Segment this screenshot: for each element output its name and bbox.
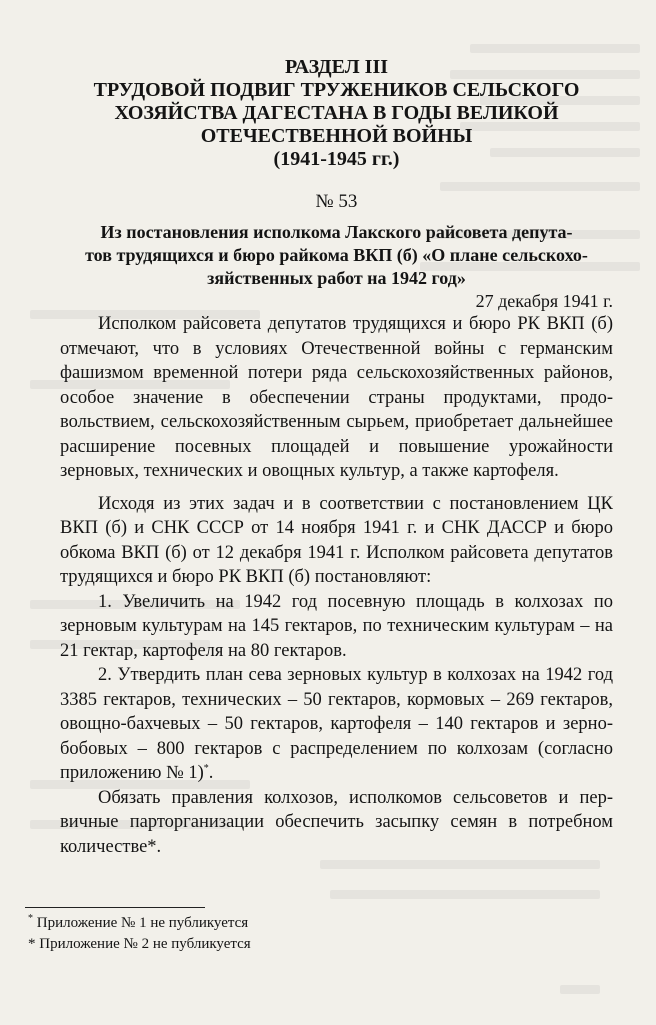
document-title-line: тов трудящихся и бюро райкома ВКП (б) «О плане сельскохо- <box>85 245 588 265</box>
footnote-2: * Приложение № 2 не публикуется <box>28 936 251 952</box>
section-years: (1941-1945 гг.) <box>273 148 400 170</box>
paragraph-5: Обязать правления колхозов, исполкомов сельсоветов и первичные парторганизации обеспечить засыпку семян в потребном количестве*. <box>60 787 613 857</box>
footnote-1 <box>28 913 251 934</box>
page-content <box>60 56 613 859</box>
document-date: 27 декабря 1941 г. <box>475 291 613 311</box>
section-title-line: ХОЗЯЙСТВА ДАГЕСТАНА В ГОДЫ ВЕЛИКОЙ <box>114 102 559 124</box>
section-title-line: ТРУДОВОЙ ПОДВИГ ТРУЖЕНИКОВ СЕЛЬСКОГО <box>93 79 580 101</box>
footnote-divider <box>25 907 205 908</box>
paragraph-4-tail: . <box>208 763 214 783</box>
section-title-line: ОТЕЧЕСТВЕННОЙ ВОЙНЫ <box>200 125 473 147</box>
footnote-1-mark: * <box>28 913 33 924</box>
paragraph-2: Исходя из этих задач и в соответствии с постановлением ЦК ВКП (б) и СНК СССР от 14 ноября 1941 г. и СНК ДАССР и бюро обкома ВКП (б) от 12 декабря 1941 г. Исполком райсовета депутатов трудящихся и бюро РК ВКП (б) постановляют: <box>60 493 613 587</box>
section-heading <box>60 56 613 171</box>
document-title-line: зяйственных работ на 1942 год» <box>207 268 466 288</box>
paragraph-4 <box>60 663 613 786</box>
document-title-line: Из постановления исполкома Лакского райсовета депута- <box>100 222 573 242</box>
paragraph-1: Исполком райсовета депутатов трудящихся и бюро РК ВКП (б) отмечают, что в условиях Отечественной войны с германским фашизмом временной потери ряда сельскохозяйственных районов, особое значение в обеспечении страны продуктами, продовольствием, сельскохозяйственным сырьем, приобретает дальнейшее расширение посевных площадей и повышение урожайности зерновых, технических и овощных культур, а также картофеля. <box>60 314 613 481</box>
document-number: № 53 <box>315 191 358 212</box>
footnotes <box>28 913 251 955</box>
section-label: РАЗДЕЛ III <box>284 56 389 78</box>
paragraph-4-text: 2. Утвердить план сева зерновых культур в колхозах на 1942 год 3385 гектаров, технических – 50 гектаров, кормовых – 269 гектаров, овощно-бахчевых – 50 гектаров, картофеля – 140 гектаров и зерно-бобовых – 800 гектаров с распределением по колхозам (согласно приложению № 1) <box>60 665 613 783</box>
paragraph-3: 1. Увеличить на 1942 год посевную площадь в колхозах по зерновым культурам на 145 гектаров, по техническим культурам – на 21 гектар, картофеля на 80 гектаров. <box>60 591 613 661</box>
document-title <box>60 221 613 290</box>
footnote-mark: * <box>203 762 209 774</box>
footnote-1-text: Приложение № 1 не публикуется <box>36 915 249 931</box>
